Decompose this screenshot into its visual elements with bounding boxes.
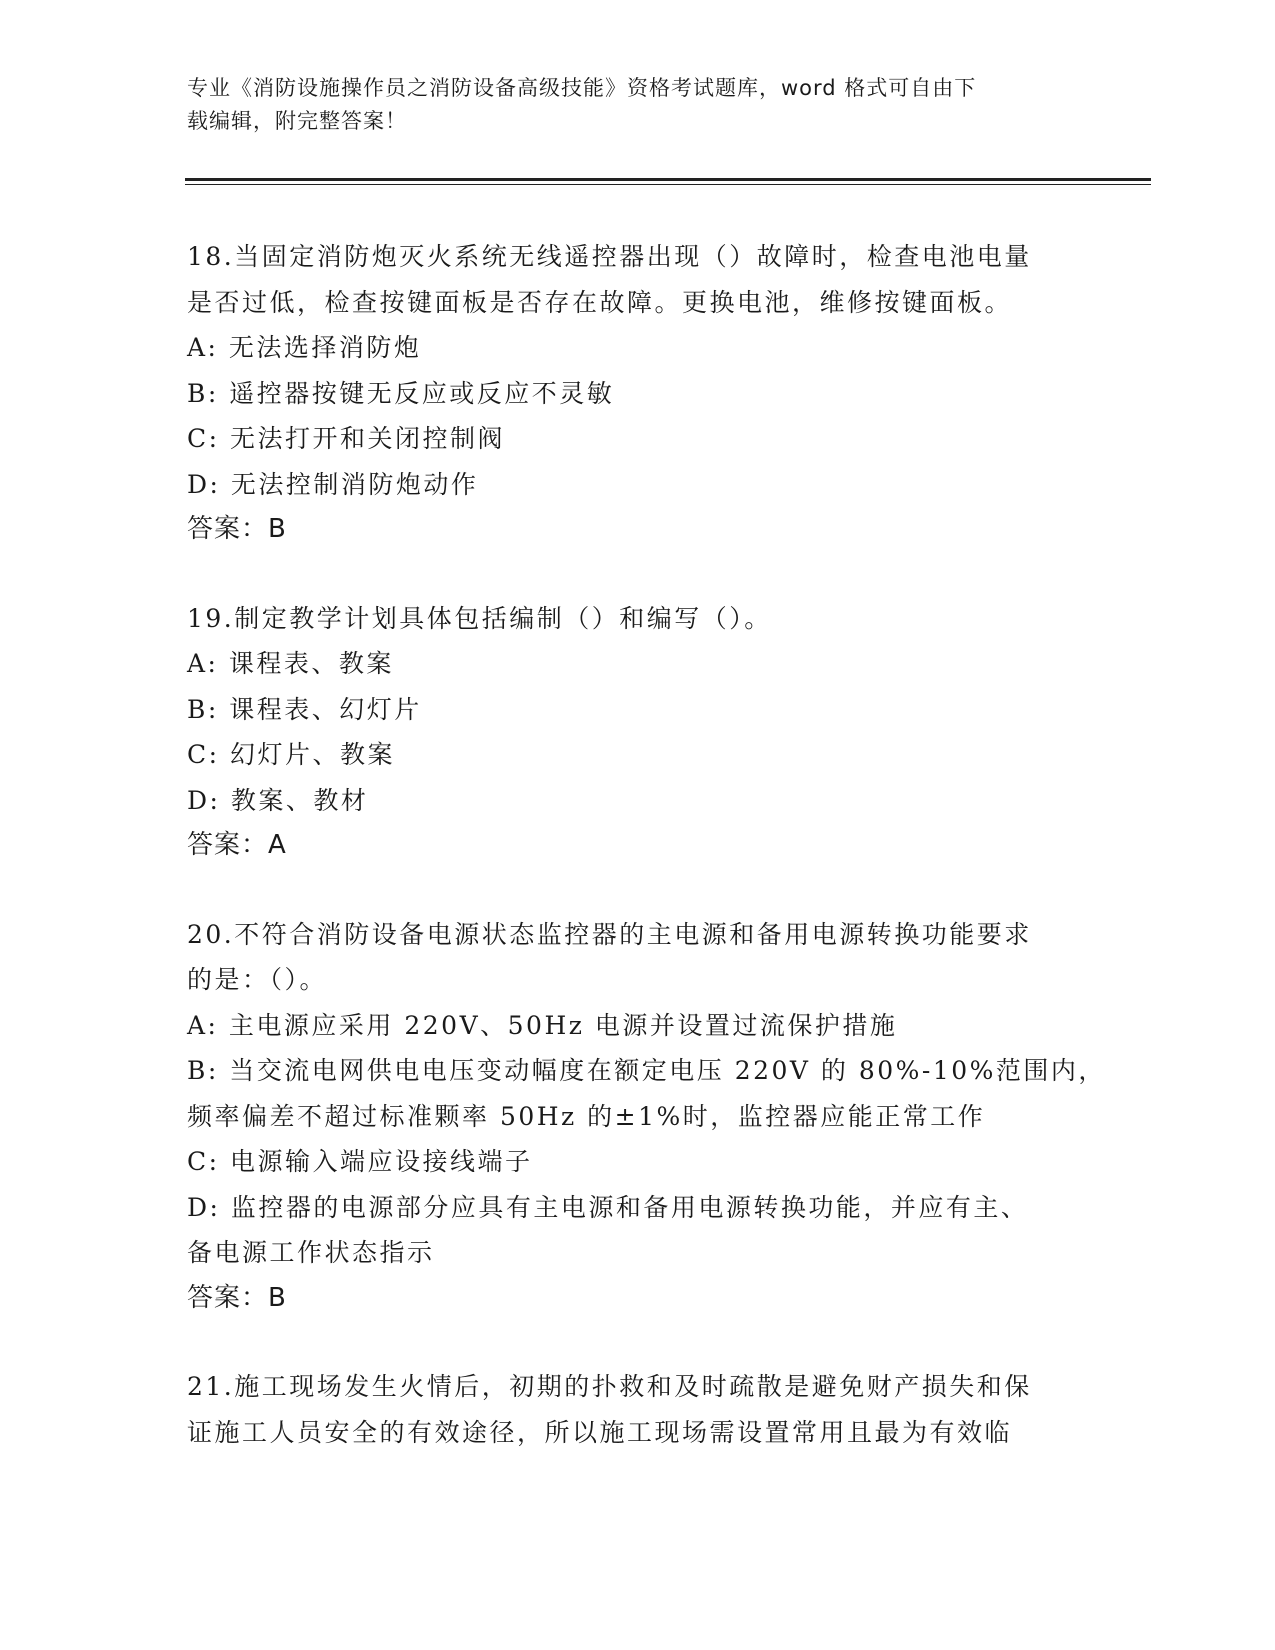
question-stem-line: 证施工人员安全的有效途径，所以施工现场需设置常用且最为有效临 (187, 1417, 1013, 1447)
question-block (187, 596, 1087, 869)
question-block (187, 1364, 1087, 1455)
answer-label: 答案：A (187, 830, 287, 860)
option-a: A: 主电源应采用 220V、50Hz 电源并设置过流保护措施 (187, 1010, 898, 1040)
option-d: D: 教案、教材 (187, 785, 369, 815)
document-header (187, 72, 1067, 138)
option-b: B: 遥控器按键无反应或反应不灵敏 (187, 378, 615, 408)
header-divider-thick (185, 178, 1151, 181)
answer-label: 答案：B (187, 514, 287, 544)
option-b: B: 课程表、幻灯片 (187, 694, 422, 724)
question-stem-line: 21.施工现场发生火情后，初期的扑救和及时疏散是避免财产损失和保 (187, 1372, 1032, 1401)
option-a: A: 课程表、教案 (187, 649, 394, 678)
question-stem-line: 20.不符合消防设备电源状态监控器的主电源和备用电源转换功能要求 (187, 919, 1032, 949)
option-a: A: 无法选择消防炮 (187, 333, 422, 362)
option-d: D: 无法控制消防炮动作 (187, 469, 479, 499)
question-stem-line: 18.当固定消防炮灭火系统无线遥控器出现（）故障时，检查电池电量 (187, 242, 1032, 271)
question-stem-line: 是否过低，检查按键面板是否存在故障。更换电池，维修按键面板。 (187, 287, 1013, 317)
option-c: C: 电源输入端应设接线端子 (187, 1147, 533, 1176)
option-c: C: 无法打开和关闭控制阀 (187, 424, 505, 453)
question-stem-line: 的是：（）。 (187, 965, 328, 994)
question-list (187, 234, 1106, 1455)
header-line-1: 专业《消防设施操作员之消防设备高级技能》资格考试题库，word 格式可自由下 (187, 76, 977, 100)
question-stem-line: 19.制定教学计划具体包括编制（）和编写（）。 (187, 603, 772, 633)
question-block (187, 912, 1106, 1322)
option-c: C: 幻灯片、教案 (187, 740, 395, 769)
header-line-2: 载编辑，附完整答案！ (187, 109, 407, 133)
option-b: B: 当交流电网供电电压变动幅度在额定电压 220V 的 80%-10%范围内， (187, 1056, 1106, 1085)
option-d-continued: 备电源工作状态指示 (187, 1238, 435, 1267)
question-block (187, 234, 1087, 553)
answer-label: 答案：B (187, 1282, 287, 1313)
header-divider-thin (185, 184, 1151, 185)
option-b-continued: 频率偏差不超过标准颗率 50Hz 的±1%时，监控器应能正常工作 (187, 1101, 986, 1131)
option-d: D: 监控器的电源部分应具有主电源和备用电源转换功能，并应有主、 (187, 1192, 1029, 1222)
